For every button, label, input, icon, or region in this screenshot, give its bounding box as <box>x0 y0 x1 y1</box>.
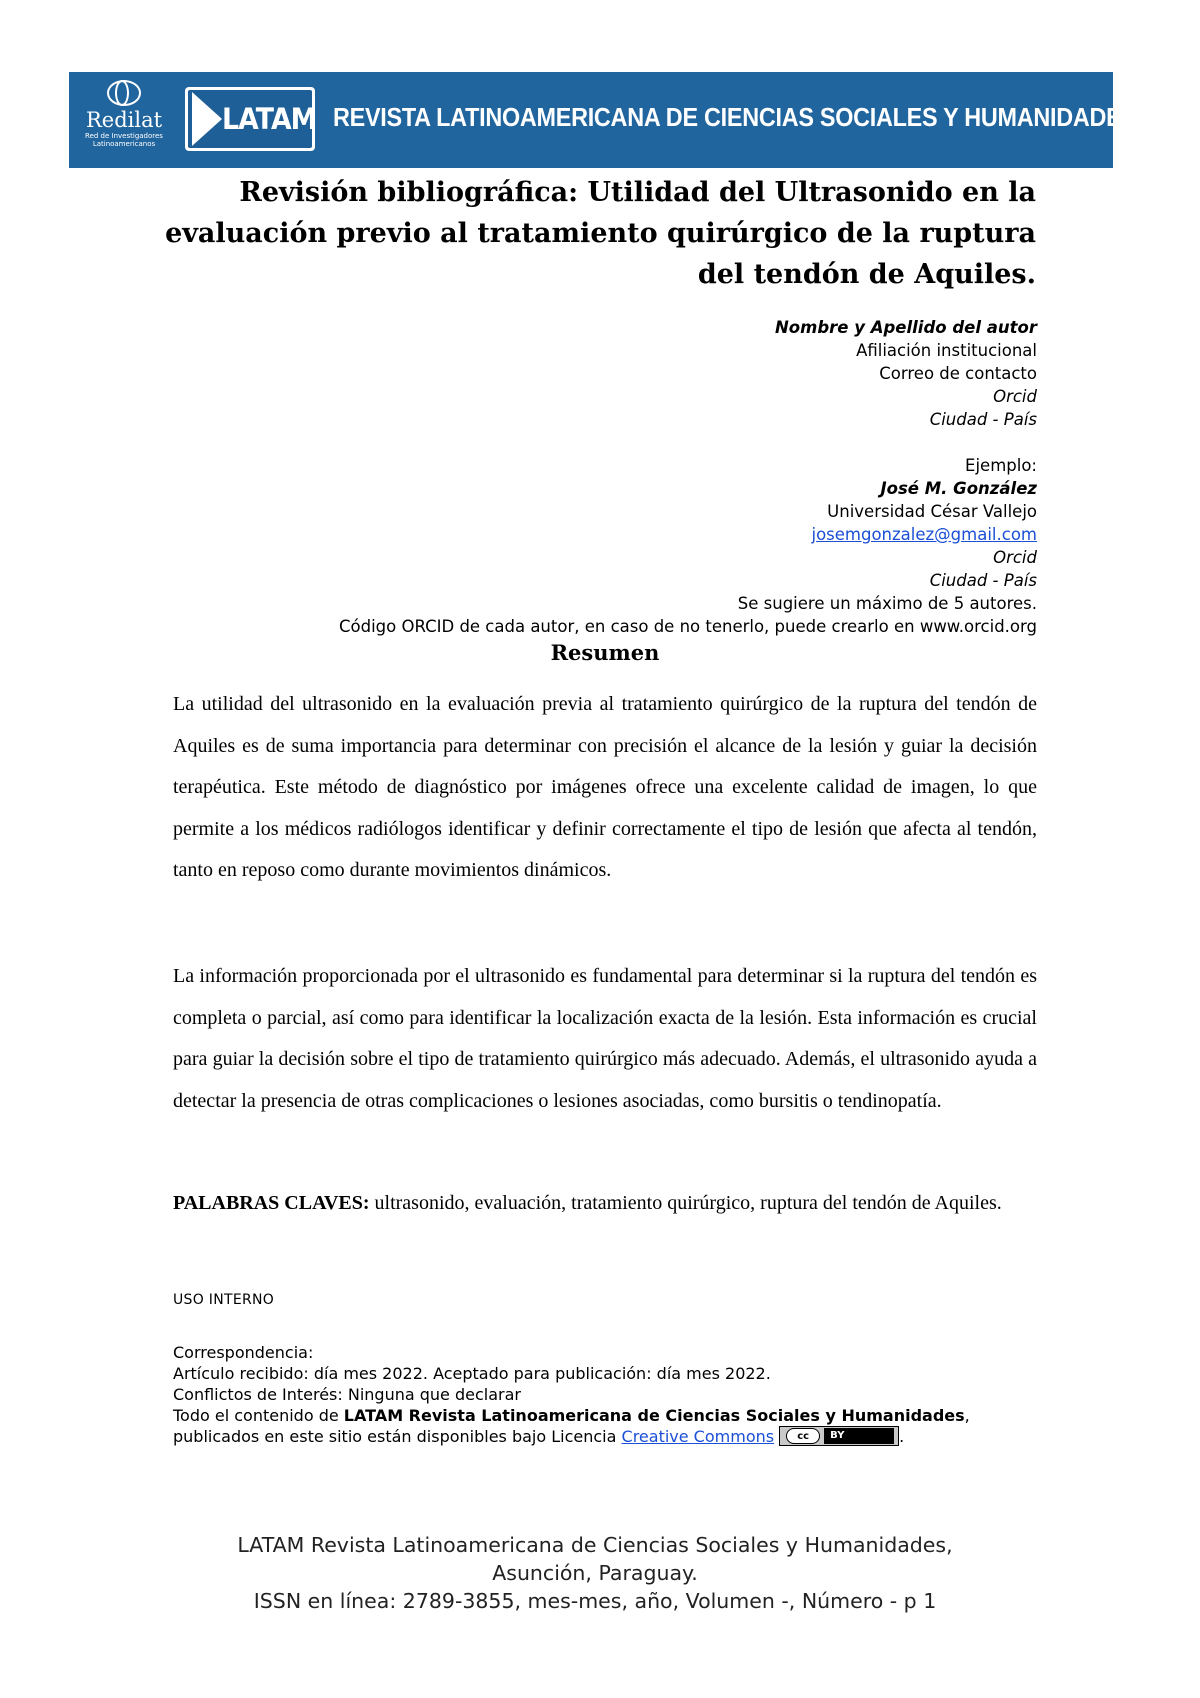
latam-logo <box>185 87 315 151</box>
article-title: Revisión bibliográfica: Utilidad del Ultrasonido en la evaluación previo al tratamiento quirúrgico de la ruptura del tendón de Aquiles. <box>165 177 1036 290</box>
max-authors-note: Se sugiere un máximo de 5 autores. <box>737 594 1037 613</box>
conflicts-of-interest: Conflictos de Interés: Ninguna que declarar <box>173 1385 521 1404</box>
latam-logo-text: LATAM <box>222 102 317 136</box>
example-orcid: Orcid <box>993 548 1037 567</box>
footer-line-3: ISSN en línea: 2789-3855, mes-mes, año, Volumen -, Número - p 1 <box>253 1589 937 1613</box>
journal-name-bold: LATAM Revista Latinoamericana de Ciencias Sociales y Humanidades <box>343 1406 965 1425</box>
correspondence-label: Correspondencia: <box>173 1343 314 1362</box>
keywords-label: PALABRAS CLAVES: <box>173 1192 370 1214</box>
example-email-link[interactable]: josemgonzalez@gmail.com <box>811 525 1037 544</box>
author-location-template: Ciudad - País <box>929 410 1037 429</box>
example-affiliation: Universidad César Vallejo <box>827 502 1037 521</box>
journal-title: REVISTA LATINOAMERICANA DE CIENCIAS SOCIALES Y HUMANIDADES <box>333 102 1137 132</box>
orcid-note: Código ORCID de cada autor, en caso de no tenerlo, puede crearlo en www.orcid.org <box>338 617 1037 636</box>
cc-badge-left: cc <box>786 1428 820 1444</box>
cc-by-badge-icon[interactable] <box>779 1426 899 1446</box>
redilat-logo <box>81 78 167 162</box>
author-block <box>137 316 1037 638</box>
redilat-subtitle: Red de Investigadores Latinoamericanos <box>85 132 163 148</box>
received-dates: Artículo recibido: día mes 2022. Aceptado para publicación: día mes 2022. <box>173 1364 771 1383</box>
author-orcid-template: Orcid <box>993 387 1037 406</box>
play-triangle-icon <box>192 92 222 146</box>
page-footer <box>0 1531 1190 1615</box>
creative-commons-link[interactable]: Creative Commons <box>621 1427 775 1446</box>
abstract-heading: Resumen <box>550 640 660 665</box>
keywords-paragraph <box>173 1183 1037 1225</box>
author-name-template: Nombre y Apellido del autor <box>775 318 1037 337</box>
example-label: Ejemplo: <box>965 456 1037 475</box>
example-location: Ciudad - País <box>929 571 1037 590</box>
correspondence-block <box>173 1342 973 1447</box>
journal-banner <box>69 72 1137 168</box>
author-email-template: Correo de contacto <box>879 364 1037 383</box>
license-statement: Todo el contenido de LATAM Revista Latinoamericana de Ciencias Sociales y Humanidades, publicados en este sitio están disponibles bajo Licencia Creative Commons cc BY . <box>173 1406 970 1446</box>
author-affiliation-template: Afiliación institucional <box>856 341 1037 360</box>
abstract-paragraph-1: La utilidad del ultrasonido en la evaluación previa al tratamiento quirúrgico de la ruptura del tendón de Aquiles es de suma importancia para determinar con precisión el alcance de la lesión y guiar la decisión terapéutica. Este método de diagnóstico por imágenes ofrece una excelente calidad de imagen, lo que permite a los médicos radiólogos identificar y definir correctamente el tipo de lesión que afecta al tendón, tanto en reposo como durante movimientos dinámicos. <box>173 693 1037 881</box>
abstract-paragraph-2: La información proporcionada por el ultrasonido es fundamental para determinar si la ruptura del tendón es completa o parcial, así como para identificar la localización exacta de la lesión. Esta información es crucial para guiar la decisión sobre el tipo de tratamiento quirúrgico más adecuado. Además, el ultrasonido ayuda a detectar la presencia de otras complicaciones o lesiones asociadas, como bursitis o tendinopatía. <box>173 965 1037 1112</box>
redilat-name: Redilat <box>85 108 163 132</box>
footer-line-1: LATAM Revista Latinoamericana de Ciencias Sociales y Humanidades, <box>237 1533 953 1557</box>
example-author-name: José M. González <box>880 479 1037 498</box>
footer-line-2: Asunción, Paraguay. <box>492 1561 698 1585</box>
globe-icon <box>107 80 141 106</box>
keywords-list: ultrasonido, evaluación, tratamiento quirúrgico, ruptura del tendón de Aquiles. <box>369 1192 1002 1214</box>
internal-use-label: USO INTERNO <box>173 1292 275 1308</box>
cc-badge-right: BY <box>824 1428 894 1444</box>
